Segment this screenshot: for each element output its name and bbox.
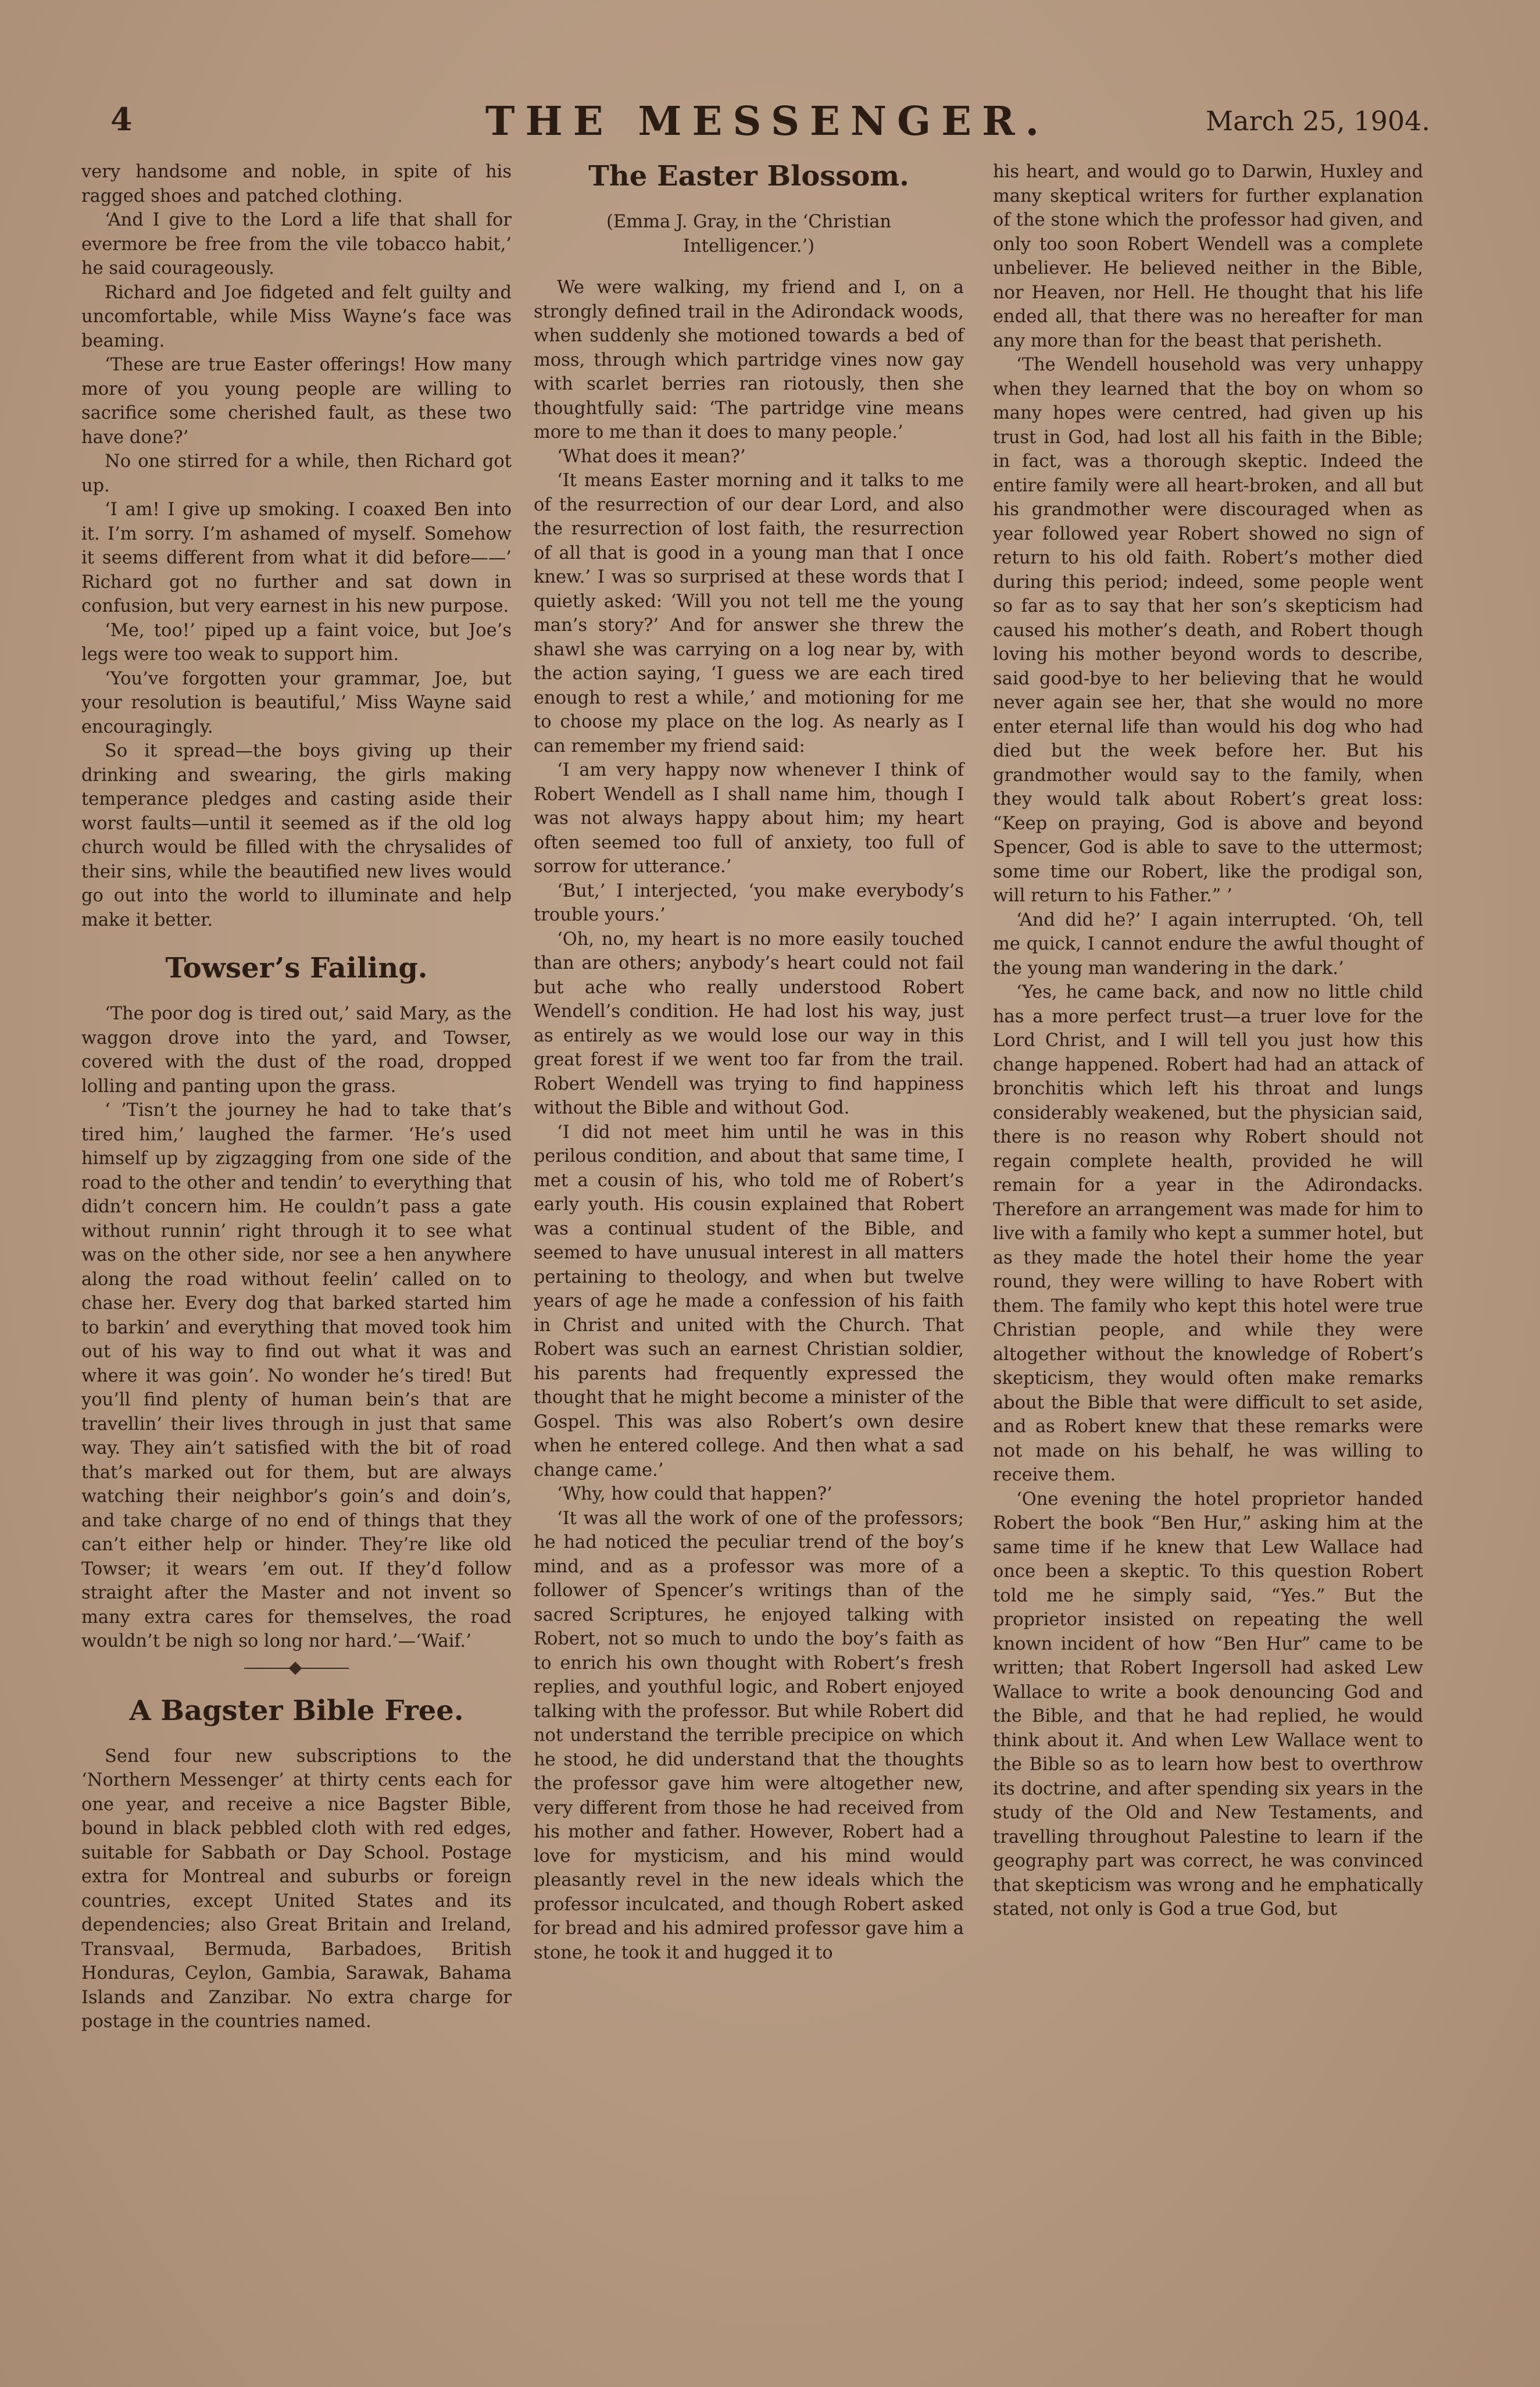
article-paragraph: ‘It was all the work of one of the professors; he had noticed the peculiar trend of the boy’s mind, and as a professor was more of a follower of Spencer’s writings than of the sacred Scriptures, he enjoyed talking with Robert, not so much to undo the boy’s faith as to enrich his own thought with Robert’s fresh replies, and youthful logic, and Robert enjoyed talking with the professor. But while Robert did not understand the terrible precipice on which he stood, he did understand that the thoughts the professor gave him were altogether new, very different from those he had received from his mother and father. However, Robert had a love for mysticism, and his mind would pleasantly revel in the new ideals which the professor inculcated, and though Robert asked for bread and his admired professor gave him a stone, he took it and hugged it to xyxy=(534,1508,964,1963)
article-paragraph: ‘These are true Easter offerings! How many more of you young people are willing to sacrifice some cherished fault, as these two have done?’ xyxy=(81,355,512,448)
article-paragraph: No one stirred for a while, then Richard got up. xyxy=(81,451,512,496)
article-paragraph: ‘I am! I give up smoking. I coaxed Ben into it. I’m sorry. I’m ashamed of myself. Somehow it seems different from what it did before——’ Richard got no further and sat down in confusion, but very earnest in his new purpose. xyxy=(81,499,512,616)
column-2 xyxy=(534,160,964,1965)
article-paragraph: his heart, and would go to Darwin, Huxley and many skeptical writers for further explanation of the stone which the professor had given, and only too soon Robert Wendell was a complete unbeliever. He believed neither in the Bible, nor Heaven, nor Hell. He thought that his life ended all, that there was no hereafter for man any more than for the beast that perisheth. xyxy=(993,162,1423,351)
article-paragraph: Send four new subscriptions to the ‘Northern Messenger’ at thirty cents each for one year, and receive a nice Bagster Bible, bound in black pebbled cloth with red edges, suitable for Sabbath or Day School. Postage extra for Montreal and suburbs or foreign countries, except United States and its dependencies; also Great Britain and Ireland, Transvaal, Bermuda, Barbadoes, British Honduras, Ceylon, Gambia, Sarawak, Bahama Islands and Zanzibar. No extra charge for postage in the countries named. xyxy=(81,1746,512,2032)
section-divider xyxy=(244,1662,349,1675)
article-paragraph: ‘I am very happy now whenever I think of Robert Wendell as I shall name him, though I was not always happy about him; my heart often seemed too full of anxiety, too full of sorrow for utterance.’ xyxy=(534,760,964,877)
newspaper-title: THE MESSENGER. xyxy=(485,98,1050,145)
towser-heading: Towser’s Failing. xyxy=(165,952,428,984)
article-paragraph: ‘And I give to the Lord a life that shall for evermore be free from the vile tobacco habit,’ he said courageously. xyxy=(81,210,512,279)
column-3 xyxy=(993,160,1423,1922)
article-paragraph: ‘Oh, no, my heart is no more easily touched than are others; anybody’s heart could not fail but ache who really understood Robert Wendell’s condition. He had lost his way, just as entirely as we would lose our way in this great forest if we went too far from the trail. Robert Wendell was trying to find happiness without the Bible and without God. xyxy=(534,929,964,1118)
article-paragraph: very handsome and noble, in spite of his ragged shoes and patched clothing. xyxy=(81,162,512,206)
bagster-heading: A Bagster Bible Free. xyxy=(129,1694,464,1727)
byline: (Emma J. Gray, in the ‘Christian Intelligencer.’) xyxy=(606,212,892,256)
article-paragraph: ‘Yes, he came back, and now no little child has a more perfect trust—a truer love for the Lord Christ, and I will tell you just how this change happened. Robert had had an attack of bronchitis which left his throat and lungs considerably weakened, but the physician said, there is no reason why Robert should not regain complete health, provided he will remain for a year in the Adirondacks. Therefore an arrangement was made for him to live with a family who kept a summer hotel, but as they made the hotel their home the year round, they were willing to have Robert with them. The family who kept this hotel were true Christian people, and while they were altogether without the knowledge of Robert’s skepticism, they would often make remarks about the Bible that were difficult to set aside, and as Robert knew that these remarks were not made on his behalf, he was willing to receive them. xyxy=(993,982,1423,1485)
article-paragraph: ‘And did he?’ I again interrupted. ‘Oh, tell me quick, I cannot endure the awful thought of the young man wandering in the dark.’ xyxy=(993,909,1423,979)
issue-date: March 25, 1904. xyxy=(1206,105,1430,137)
article-paragraph: So it spread—the boys giving up their drinking and swearing, the girls making temperance pledges and casting aside their worst faults—until it seemed as if the old log church would be filled with the chrysalides of their sins, while the beautified new lives would go out into the world to illuminate and help make it better. xyxy=(81,741,512,930)
article-paragraph: ‘Why, how could that happen?’ xyxy=(557,1484,832,1504)
article-paragraph: ‘The poor dog is tired out,’ said Mary, as the waggon drove into the yard, and Towser, covered with the dust of the road, dropped lolling and panting upon the grass. xyxy=(81,1004,512,1097)
article-paragraph: ‘The Wendell household was very unhappy when they learned that the boy on whom so many hopes were centred, had given up his trust in God, had lost all his faith in the Bible; in fact, was a thorough skeptic. Indeed the entire family were all heart-broken, and all but his grandmother were discouraged when as year followed year Robert showed no sign of return to his old faith. Robert’s mother died during this period; indeed, some people went so far as to say that her son’s skepticism had caused his mother’s death, and Robert though loving his mother beyond words to describe, said good-bye to her believing that he would never again see her, that she would no more enter eternal life than would his dog who had died but the week before her. But his grandmother would say to the family, when they would talk about Robert’s great loss: “Keep on praying, God is above and beyond Spencer, God is able to save to the uttermost; some time our Robert, like the prodigal son, will return to his Father.” ’ xyxy=(993,355,1423,906)
masthead xyxy=(99,96,1436,154)
article-paragraph: ‘ ’Tisn’t the journey he had to take that’s tired him,’ laughed the farmer. ‘He’s used himself up by zigzagging from one side of the road to the other and tendin’ to everything that didn’t concern him. He couldn’t pass a gate without runnin’ right through it to see what was on the other side, nor see a hen anywhere along the road without feelin’ called on to chase her. Every dog that barked started him to barkin’ and everything that moved took him out of his way to find out what it was and where it was goin’. No wonder he’s tired! But you’ll find plenty of human bein’s that are travellin’ their lives through in just that same way. They ain’t satisfied with the bit of road that’s marked out for them, but are always watching their neighbor’s goin’s and doin’s, and take charge of no end of things that they can’t either help or hinder. They’re like old Towser; it wears ’em out. If they’d follow straight after the Master and not invent so many extra cares for themselves, the road wouldn’t be nigh so long nor hard.’—‘Waif.’ xyxy=(81,1100,512,1651)
column-1 xyxy=(81,160,512,2034)
article-paragraph: Richard and Joe fidgeted and felt guilty and uncomfortable, while Miss Wayne’s face was beaming. xyxy=(81,282,512,351)
article-paragraph: ‘But,’ I interjected, ‘you make everybody’s trouble yours.’ xyxy=(534,880,964,925)
article-paragraph: ‘What does it mean?’ xyxy=(557,446,746,467)
easter-blossom-heading: The Easter Blossom. xyxy=(588,160,909,192)
page-number: 4 xyxy=(110,101,133,138)
article-paragraph: ‘It means Easter morning and it talks to me of the resurrection of our dear Lord, and also the resurrection of lost faith, the resurrection of all that is good in a young man that I once knew.’ I was so surprised at these words that I quietly asked: ‘Will you not tell me the young man’s story?’ And for answer she threw the shawl she was carrying on a log near by, with the action saying, ‘I guess we are each tired enough to rest a while,’ and motioning for me to choose my place on the log. As nearly as I can remember my friend said: xyxy=(534,470,964,757)
article-paragraph: ‘I did not meet him until he was in this perilous condition, and about that same time, I met a cousin of his, who told me of Robert’s early youth. His cousin explained that Robert was a continual student of the Bible, and seemed to have unusual interest in all matters pertaining to theology, and when but twelve years of age he made a confession of his faith in Christ and united with the Church. That Robert was such an earnest Christian soldier, his parents had frequently expressed the thought that he might become a minister of the Gospel. This was also Robert’s own desire when he entered college. And then what a sad change came.’ xyxy=(534,1122,964,1480)
article-paragraph: ‘You’ve forgotten your grammar, Joe, but your resolution is beautiful,’ Miss Wayne said encouragingly. xyxy=(81,668,512,737)
article-paragraph: ‘One evening the hotel proprietor handed Robert the book “Ben Hur,” asking him at the same time if he knew that Lew Wallace had once been a skeptic. To this question Robert told me he simply said, “Yes.” But the proprietor insisted on repeating the well known incident of how “Ben Hur” came to be written; that Robert Ingersoll had asked Lew Wallace to write a book denouncing God and the Bible, and that he had replied, he would think about it. And when Lew Wallace went to the Bible so as to learn how best to overthrow its doctrine, and after spending six years in the study of the Old and New Testaments, and travelling throughout Palestine to learn if the geography part was correct, he was convinced that skepticism was wrong and he emphatically stated, not only is God a true God, but xyxy=(993,1489,1423,1919)
article-paragraph: We were walking, my friend and I, on a strongly defined trail in the Adirondack woods, when suddenly she motioned towards a bed of moss, through which partridge vines now gay with scarlet berries ran riotously, then she thoughtfully said: ‘The partridge vine means more to me than it does to many people.’ xyxy=(534,277,964,443)
article-paragraph: ‘Me, too!’ piped up a faint voice, but Joe’s legs were too weak to support him. xyxy=(81,620,512,665)
